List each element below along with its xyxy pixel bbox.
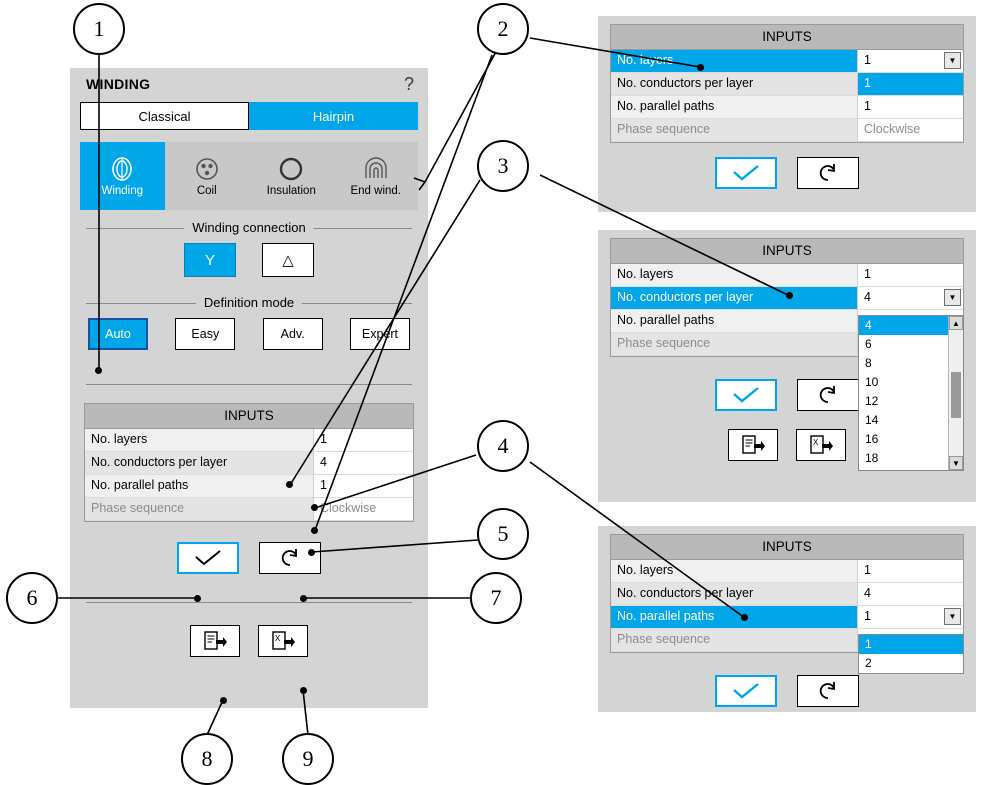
winding-coil-icon xyxy=(109,156,135,182)
delta-connection-button[interactable] xyxy=(262,243,314,277)
row-value[interactable]: 1 xyxy=(313,475,413,498)
leader-dot xyxy=(308,549,315,556)
reset-button[interactable] xyxy=(797,157,859,189)
reset-icon xyxy=(817,680,839,702)
parallel-paths-dropdown[interactable] xyxy=(858,634,964,674)
chevron-down-icon[interactable]: ▼ xyxy=(944,608,961,625)
row-label: No. layers xyxy=(611,560,857,583)
row-value[interactable]: 1 xyxy=(313,429,413,452)
leader-dot xyxy=(286,481,293,488)
insulation-circle-icon xyxy=(278,156,304,182)
table-row-parallel-paths[interactable] xyxy=(611,606,963,629)
table-row[interactable] xyxy=(611,264,963,287)
table-row xyxy=(611,119,963,142)
definition-mode-label: Definition mode xyxy=(196,295,302,310)
mode-adv-button[interactable] xyxy=(263,318,323,350)
winding-connection-group xyxy=(86,220,412,277)
callout-8-label: 8 xyxy=(201,746,213,771)
divider xyxy=(86,384,412,385)
callout-2-label: 2 xyxy=(497,16,509,41)
dropdown-option[interactable]: 2 xyxy=(865,656,872,670)
confirm-button[interactable] xyxy=(715,157,777,189)
tab-winding-label: Winding xyxy=(101,184,144,197)
row-value[interactable] xyxy=(857,606,963,629)
delta-connection-icon: △ xyxy=(282,252,294,269)
inputs-table xyxy=(610,24,964,143)
callout-5 xyxy=(477,508,529,560)
row-value[interactable]: 1 xyxy=(857,73,963,96)
leader-dot xyxy=(300,687,307,694)
definition-mode-group xyxy=(86,295,412,350)
tab-end-winding[interactable] xyxy=(334,142,419,210)
confirm-button[interactable] xyxy=(715,675,777,707)
callout-7-label: 7 xyxy=(490,585,502,610)
star-connection-icon: Y xyxy=(204,251,215,269)
callout-1-label: 1 xyxy=(93,16,105,41)
row-label: No. conductors per layer xyxy=(611,583,857,606)
svg-text:X: X xyxy=(275,634,281,643)
leader-dot xyxy=(697,64,704,71)
inputs-table xyxy=(84,403,414,522)
divider xyxy=(86,602,412,603)
dropdown-option[interactable]: 4 xyxy=(859,316,963,335)
check-icon xyxy=(731,164,761,182)
winding-connection-label: Winding connection xyxy=(184,220,313,235)
help-icon[interactable]: ? xyxy=(403,73,414,94)
inputs-panel-layers xyxy=(598,16,976,212)
table-row[interactable] xyxy=(85,475,413,498)
mode-adv-label: Adv. xyxy=(280,327,305,341)
leader-dot xyxy=(194,595,201,602)
leader-dot xyxy=(311,527,318,534)
row-label: No. parallel paths xyxy=(611,96,857,119)
check-icon xyxy=(731,682,761,700)
dropdown-scrollbar[interactable] xyxy=(948,316,963,470)
row-value[interactable] xyxy=(857,50,963,73)
row-label: Phase sequence xyxy=(611,119,857,142)
mode-easy-button[interactable] xyxy=(175,318,235,350)
excel-export-icon xyxy=(270,630,296,652)
dropdown-option[interactable]: 8 xyxy=(865,356,872,370)
table-row xyxy=(85,498,413,521)
mode-easy-label: Easy xyxy=(191,327,220,341)
row-label: No. layers xyxy=(85,429,313,452)
callout-2 xyxy=(477,3,529,55)
tab-classical-label: Classical xyxy=(138,108,191,124)
callout-3 xyxy=(477,140,529,192)
table-row-no-layers[interactable] xyxy=(611,50,963,73)
table-row[interactable] xyxy=(611,583,963,606)
inputs-table xyxy=(610,534,964,670)
mode-auto-label: Auto xyxy=(105,327,131,341)
table-row[interactable] xyxy=(611,73,963,96)
tab-winding[interactable] xyxy=(80,142,165,210)
leader-dot xyxy=(311,504,318,511)
winding-panel xyxy=(70,68,428,708)
reset-button[interactable] xyxy=(259,542,321,574)
callout-1 xyxy=(73,3,125,55)
export-document-button[interactable] xyxy=(728,429,778,461)
callout-8 xyxy=(181,733,233,785)
winding-type-toggle xyxy=(80,102,418,130)
row-label: Phase sequence xyxy=(85,498,313,521)
conductors-dropdown[interactable] xyxy=(858,315,964,471)
mode-expert-button[interactable] xyxy=(350,318,410,350)
row-value-text: 1 xyxy=(864,53,871,67)
scroll-down-icon[interactable]: ▼ xyxy=(949,456,963,470)
row-label: No. parallel paths xyxy=(611,606,857,629)
confirm-button[interactable] xyxy=(177,542,239,574)
dropdown-option[interactable]: 18 xyxy=(865,451,879,465)
mode-expert-label: Expert xyxy=(361,327,399,341)
callout-9-label: 9 xyxy=(302,746,314,771)
row-value[interactable]: 4 xyxy=(857,583,963,606)
row-value[interactable]: 1 xyxy=(857,264,963,287)
confirm-button[interactable] xyxy=(715,379,777,411)
leader-dot xyxy=(741,614,748,621)
row-label: No. parallel paths xyxy=(85,475,313,498)
leader-dot xyxy=(95,367,102,374)
row-label: No. conductors per layer xyxy=(611,287,857,310)
dropdown-option[interactable]: 12 xyxy=(865,394,879,408)
tab-insulation-label: Insulation xyxy=(266,184,316,197)
inputs-panel-parallel-paths xyxy=(598,526,976,712)
table-row[interactable] xyxy=(611,560,963,583)
row-label: Phase sequence xyxy=(611,629,857,652)
callout-6-label: 6 xyxy=(26,585,38,610)
row-value: Clockwise xyxy=(313,498,413,521)
export-document-button[interactable] xyxy=(190,625,240,657)
callout-7 xyxy=(470,572,522,624)
leader-dot xyxy=(786,292,793,299)
table-row[interactable] xyxy=(611,96,963,119)
table-row[interactable] xyxy=(85,429,413,452)
callout-3-label: 3 xyxy=(497,153,509,178)
reset-icon xyxy=(817,384,839,406)
row-value: Clockwise xyxy=(857,119,963,142)
table-row[interactable] xyxy=(85,452,413,475)
scroll-up-icon[interactable]: ▲ xyxy=(949,316,963,330)
reset-button[interactable] xyxy=(797,379,859,411)
svg-text:X: X xyxy=(813,438,819,447)
section-tabs xyxy=(80,142,418,210)
dropdown-option[interactable]: 16 xyxy=(865,432,879,446)
inputs-actions xyxy=(70,542,428,574)
row-label: No. layers xyxy=(611,50,857,73)
tab-classical[interactable] xyxy=(80,102,249,130)
row-value[interactable]: 1 xyxy=(857,560,963,583)
row-label: No. layers xyxy=(611,264,857,287)
row-label: Phase sequence xyxy=(611,333,857,356)
reset-icon xyxy=(279,547,301,569)
tab-hairpin-label: Hairpin xyxy=(312,108,355,124)
coil-dots-icon xyxy=(194,156,220,182)
tab-coil[interactable] xyxy=(165,142,250,210)
row-label: No. conductors per layer xyxy=(85,452,313,475)
callout-4-label: 4 xyxy=(497,433,509,458)
inputs-table-header: INPUTS xyxy=(611,25,963,50)
inputs-actions xyxy=(598,157,976,189)
callout-9 xyxy=(282,733,334,785)
export-excel-button[interactable] xyxy=(258,625,308,657)
dropdown-option[interactable]: 10 xyxy=(865,375,879,389)
reset-button[interactable] xyxy=(797,675,859,707)
export-actions xyxy=(70,625,428,657)
callout-6 xyxy=(6,572,58,624)
row-value[interactable] xyxy=(857,287,963,310)
inputs-table-header: INPUTS xyxy=(85,404,413,429)
tab-coil-label: Coil xyxy=(196,184,217,197)
excel-export-icon xyxy=(808,434,834,456)
end-winding-icon xyxy=(362,156,390,182)
dropdown-option[interactable]: 14 xyxy=(865,413,879,427)
row-value[interactable]: 4 xyxy=(313,452,413,475)
inputs-panel-conductors xyxy=(598,230,976,502)
tab-insulation[interactable] xyxy=(249,142,334,210)
inputs-table-header: INPUTS xyxy=(611,239,963,264)
mode-auto-button[interactable] xyxy=(88,318,148,350)
tab-hairpin[interactable] xyxy=(249,102,418,130)
check-icon xyxy=(731,386,761,404)
callout-4 xyxy=(477,420,529,472)
scrollbar-thumb[interactable] xyxy=(951,372,961,418)
reset-icon xyxy=(817,162,839,184)
chevron-down-icon[interactable]: ▼ xyxy=(944,52,961,69)
row-value[interactable]: 1 xyxy=(857,96,963,119)
inputs-table-header: INPUTS xyxy=(611,535,963,560)
row-value-text: 4 xyxy=(864,290,871,304)
row-value-text: 1 xyxy=(864,609,871,623)
leader-dot xyxy=(300,595,307,602)
page-title: WINDING xyxy=(86,76,151,92)
chevron-down-icon[interactable]: ▼ xyxy=(944,289,961,306)
row-label: No. parallel paths xyxy=(611,310,857,333)
inputs-actions xyxy=(598,675,976,707)
export-excel-button[interactable] xyxy=(796,429,846,461)
star-connection-button[interactable] xyxy=(184,243,236,277)
document-export-icon xyxy=(740,434,766,456)
document-export-icon xyxy=(202,630,228,652)
check-icon xyxy=(193,549,223,567)
row-label: No. conductors per layer xyxy=(611,73,857,96)
tab-end-winding-label: End wind. xyxy=(350,184,401,197)
winding-panel-title-bar xyxy=(70,68,428,100)
dropdown-option[interactable]: 1 xyxy=(859,635,963,654)
callout-5-label: 5 xyxy=(497,521,509,546)
leader-dot xyxy=(220,697,227,704)
dropdown-option[interactable]: 6 xyxy=(865,337,872,351)
